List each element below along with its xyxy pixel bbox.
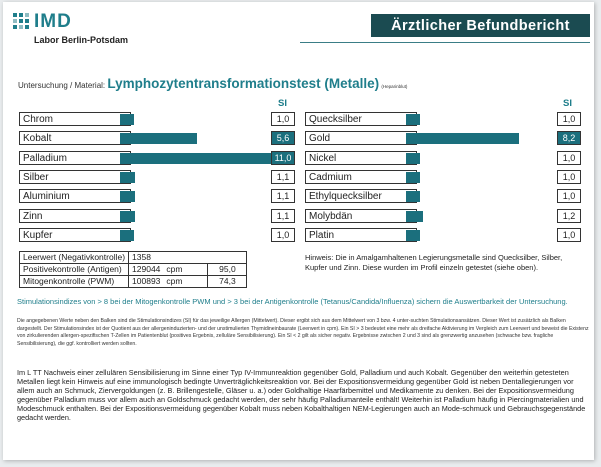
- control-row-pwm: [20, 276, 247, 288]
- si-bar: [406, 133, 519, 144]
- metal-name: Kupfer: [19, 228, 131, 242]
- control-si: 95,0: [208, 264, 247, 276]
- validity-note: Stimulationsindizes von > 8 bei der Mitogenkontrolle PWM und > 3 bei der Antigenkontrolle (Tetanus/Candida/Influenza) sichern die Auswertbarkeit der Untersuchung.: [17, 297, 568, 306]
- si-value: 8,2: [557, 131, 581, 145]
- si-bar: [406, 230, 420, 241]
- si-value: 11,0: [271, 151, 295, 165]
- si-value: 1,0: [557, 189, 581, 203]
- control-label: Positivekontrolle (Antigen): [20, 264, 129, 276]
- si-bar: [406, 191, 420, 202]
- metal-name: Nickel: [305, 151, 417, 165]
- metal-name: Chrom: [19, 112, 131, 126]
- control-value: 1358: [129, 252, 247, 264]
- si-value: 1,1: [271, 170, 295, 184]
- logo-mark-icon: [12, 11, 32, 37]
- report-page: [3, 2, 594, 460]
- metal-name: Cadmium: [305, 170, 417, 184]
- amalgam-hint: Hinweis: Die in Amalgamhaltenen Legierungsmetalle sind Quecksilber, Silber, Kupfer und Zinn. Diese wurden im Profil einzeln getestet (siehe oben).: [305, 253, 563, 272]
- controls-table: [19, 251, 247, 288]
- si-value: 1,2: [557, 209, 581, 223]
- metal-name: Zinn: [19, 209, 131, 223]
- control-label: Mitogenkontrolle (PWM): [20, 276, 129, 288]
- si-bar: [406, 153, 420, 164]
- si-bar: [406, 114, 420, 125]
- control-row-negative: [20, 252, 247, 264]
- metal-name: Gold: [305, 131, 417, 145]
- si-value: 1,1: [271, 189, 295, 203]
- si-bar: [406, 211, 423, 222]
- report-title-banner: Ärztlicher Befundbericht: [371, 14, 590, 37]
- exam-line: [18, 76, 407, 91]
- metal-name: Kobalt: [19, 131, 131, 145]
- control-label: Leerwert (Negativkontrolle): [20, 252, 129, 264]
- control-unit: cpm: [163, 276, 208, 288]
- logo-subtitle: Labor Berlin-Potsdam: [34, 35, 129, 45]
- control-row-antigen: [20, 264, 247, 276]
- result-row: [3, 170, 594, 185]
- control-value: 129044: [129, 264, 164, 276]
- control-si: 74,3: [208, 276, 247, 288]
- metal-name: Silber: [19, 170, 131, 184]
- result-row: [3, 228, 594, 243]
- si-value: 1,0: [271, 228, 295, 242]
- control-unit: cpm: [163, 264, 208, 276]
- result-row: [3, 112, 594, 127]
- metal-name: Aluminium: [19, 189, 131, 203]
- control-value: 100893: [129, 276, 164, 288]
- metal-name: Platin: [305, 228, 417, 242]
- findings-text: Im L TT Nachweis einer zellulären Sensibilisierung im Sinne einer Typ IV-Immunreaktion gegenüber Gold, Palladium und auch Kobalt. Gegenüber den weiterhin getesteten Metallen liegt kein Hinweis auf eine immunologisch bedingte Unverträglichkeitsreaktion vor. Bei der Expositionsvermeidung gegenüber Gold ist neben Dentallegierungen vor allem auch an Schmuck, Ziervergoldungen (z. B. Brillengestelle, Gläser u. a.) oder Goldhaltige Haarfärbemittel und Medikamente zu denken. Bei der Expositionsvermeidung gegenüber Palladium muss vor allem auch an Goldschmuck gedacht werden, der sehr häufig Palladiumanteile enthält! Weiterhin ist Palladium häufig in Piercingmaterialien und Modeschmuck enthalten. Bei der Expositionsvermeidung gegenüber Kobalt muss neben Kobalthaltigen NEM-Legierungen auch an Mode-schmuck und Gebrauchsgegenstände gedacht werden.: [17, 368, 586, 423]
- si-value: 1,0: [271, 112, 295, 126]
- header-divider: [300, 42, 590, 43]
- method-explanation: Die angegebenen Werte neben den Balken sind die Stimulationsindizes (SI) für das jeweilige Allergen (Mittelwert). Dieser ergibt sich aus dem Mittelwert von 3 bzw. 4 unter-suchten Stimulationsansätzen. Dieser Wert ist zusätzlich als Balken dargestellt. Der Stimulationsindex ist der Quotient aus der allergeninduzierten- und der unstimulierten Thymidineinbaurate (Leerwert in cpm). Ein SI > 3 bedeutet eine mehr als dreifache Aktivierung im Vergleich zum Leerwert und beweist die Existenz von zirkulierenden allergen-spezifischen T-Zellen im Patientenblut (positives Ergebnis, zelluläre Sensibilisierung). Ein SI < 2 gilt als sicher negativ. Ergebnisse zwischen 2 und 3 sind als grenzwertig anzusehen (schwache bzw. fragliche Sensibilisierung), die ggf. kontrolliert werden sollten.: [17, 318, 589, 347]
- si-bar: [406, 172, 420, 183]
- si-value: 1,0: [557, 151, 581, 165]
- metal-name: Molybdän: [305, 209, 417, 223]
- metal-name: Quecksilber: [305, 112, 417, 126]
- result-row: [3, 131, 594, 146]
- si-value: 1,1: [271, 209, 295, 223]
- result-row: [3, 189, 594, 204]
- result-row: [3, 151, 594, 166]
- si-value: 1,0: [557, 170, 581, 184]
- si-header-right: SI: [563, 98, 572, 109]
- metal-name: Ethylquecksilber: [305, 189, 417, 203]
- si-value: 1,0: [557, 228, 581, 242]
- metal-name: Palladium: [19, 151, 131, 165]
- si-value: 1,0: [557, 112, 581, 126]
- exam-title: Lymphozytentransformationstest (Metalle): [107, 76, 380, 91]
- result-row: [3, 209, 594, 224]
- lab-logo: [12, 11, 132, 49]
- exam-note: (Heparinblut): [381, 84, 408, 89]
- si-value: 5,6: [271, 131, 295, 145]
- si-header-left: SI: [278, 98, 287, 109]
- logo-text: IMD: [34, 11, 72, 32]
- exam-label: Untersuchung / Material:: [18, 81, 106, 90]
